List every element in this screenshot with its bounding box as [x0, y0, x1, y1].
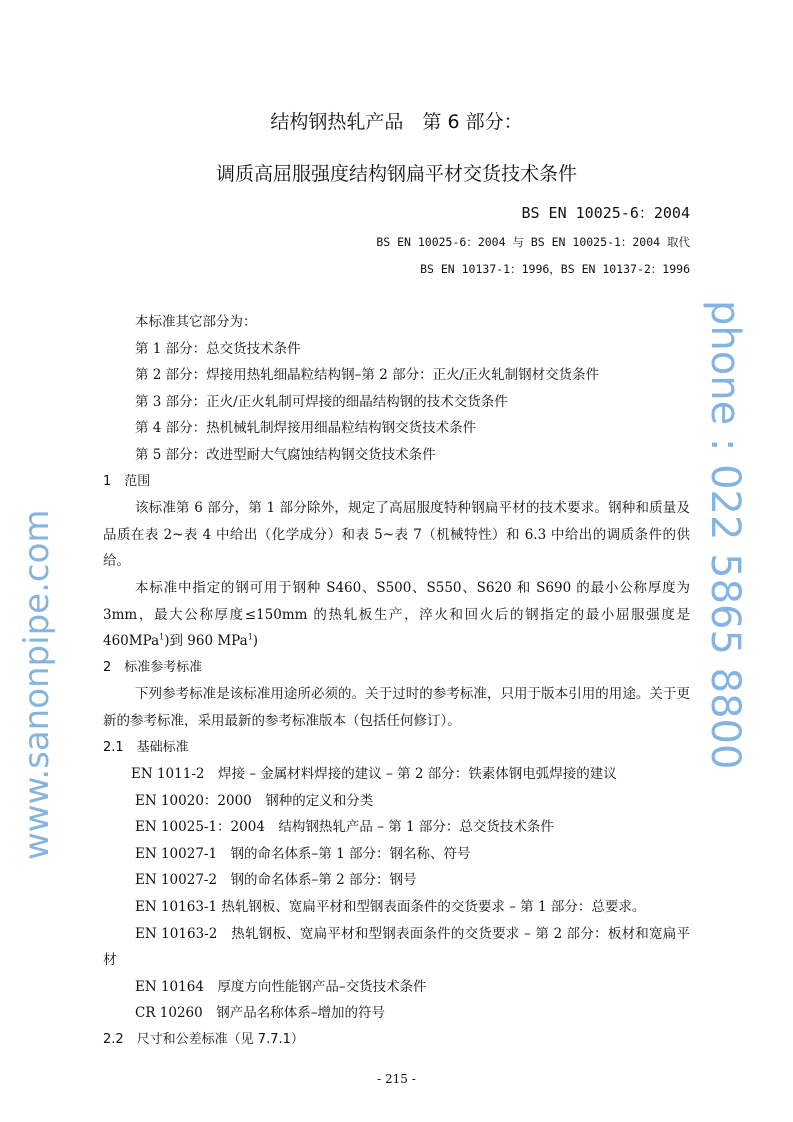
standard-number: BS EN 10025-6：2004: [521, 204, 690, 222]
reference-item: EN 10027-1 钢的命名体系–第 1 部分：钢名称、符号: [135, 845, 471, 862]
watermark-phone: phone : 022 5865 8800: [702, 300, 748, 770]
reference-item: EN 10163-1 热轧钢板、宽扁平材和型钢表面条件的交货要求 – 第 1 部分：总要求。: [135, 899, 646, 916]
section-1-heading: 1 范围: [103, 473, 151, 489]
reference-item: EN 10020：2000 钢种的定义和分类: [135, 792, 374, 809]
other-part: 第 5 部分：改进型耐大气腐蚀结构钢交货技术条件: [135, 446, 436, 463]
section-1-paragraph-1: 该标准第 6 部分，第 1 部分除外，规定了高屈服度特种钢扁平材的技术要求。钢种和质量及品质在表 2~表 4 中给出（化学成分）和表 5~表 7（机械特性）和 6.3 中给出的调质条件的供给。: [103, 500, 690, 570]
reference-item: CR 10260 钢产品名称体系–增加的符号: [135, 1005, 385, 1022]
title-line-1: 结构钢热轧产品 第 6 部分：: [270, 111, 523, 133]
p2-text-b: )到 960 MPa: [164, 633, 248, 650]
reference-item: EN 1011-2 焊接 – 金属材料焊接的建议 – 第 2 部分：铁素体钢电弧焊接的建议: [131, 766, 617, 783]
section-2-paragraph: 下列参考标准是该标准用途所必须的。关于过时的参考标准，只用于版本引用的用途。关于更新的参考标准，采用最新的参考标准版本（包括任何修订）。: [103, 686, 690, 729]
other-parts-intro: 本标准其它部分为：: [135, 314, 257, 330]
reference-item: EN 10164 厚度方向性能钢产品–交货技术条件: [135, 978, 427, 995]
reference-item: EN 10163-2 热轧钢板、宽扁平材和型钢表面条件的交货要求 – 第 2 部分：板材和宽扁平材: [103, 925, 690, 969]
replaces-line-1: BS EN 10025-6：2004 与 BS EN 10025-1：2004 取代: [376, 235, 690, 249]
p2-text-a: 本标准中指定的钢可用于钢种 S460、S500、S550、S620 和 S690 的最小公称厚度为 3mm，最大公称厚度≤150mm 的热轧板生产，淬火和回火后的钢指定的最小屈服强度是 460MPa: [103, 579, 690, 650]
footnote-mark: 1: [159, 632, 165, 642]
section-2-heading: 2 标准参考标准: [103, 659, 203, 675]
section-2-2-heading: 2.2 尺寸和公差标准（见 7.7.1）: [103, 1032, 304, 1048]
title-line-2: 调质高屈服强度结构钢扁平材交货技术条件: [215, 163, 577, 185]
other-part: 第 2 部分：焊接用热轧细晶粒结构钢–第 2 部分：正火/正火轧制钢材交货条件: [135, 367, 600, 384]
other-part: 第 4 部分：热机械轧制焊接用细晶粒结构钢交货技术条件: [135, 420, 477, 437]
document-body: [103, 309, 690, 1092]
replaces-line-2: BS EN 10137-1：1996，BS EN 10137-2：1996: [420, 262, 690, 276]
footnote-mark: 1: [247, 632, 253, 642]
reference-item: EN 10025-1：2004 结构钢热轧产品 – 第 1 部分：总交货技术条件: [135, 819, 554, 836]
p2-text-c: ): [252, 633, 259, 650]
section-2-1-heading: 2.1 基础标准: [103, 739, 189, 755]
reference-item: EN 10027-2 钢的命名体系–第 2 部分：钢号: [135, 872, 417, 889]
page-number: - 215 -: [377, 1071, 416, 1086]
other-part: 第 3 部分：正火/正火轧制可焊接的细晶结构钢的技术交货条件: [135, 393, 508, 410]
watermark-website: www.sanonpipe.com: [17, 509, 57, 860]
section-1-paragraph-2: [103, 575, 690, 655]
other-part: 第 1 部分：总交货技术条件: [135, 340, 301, 357]
